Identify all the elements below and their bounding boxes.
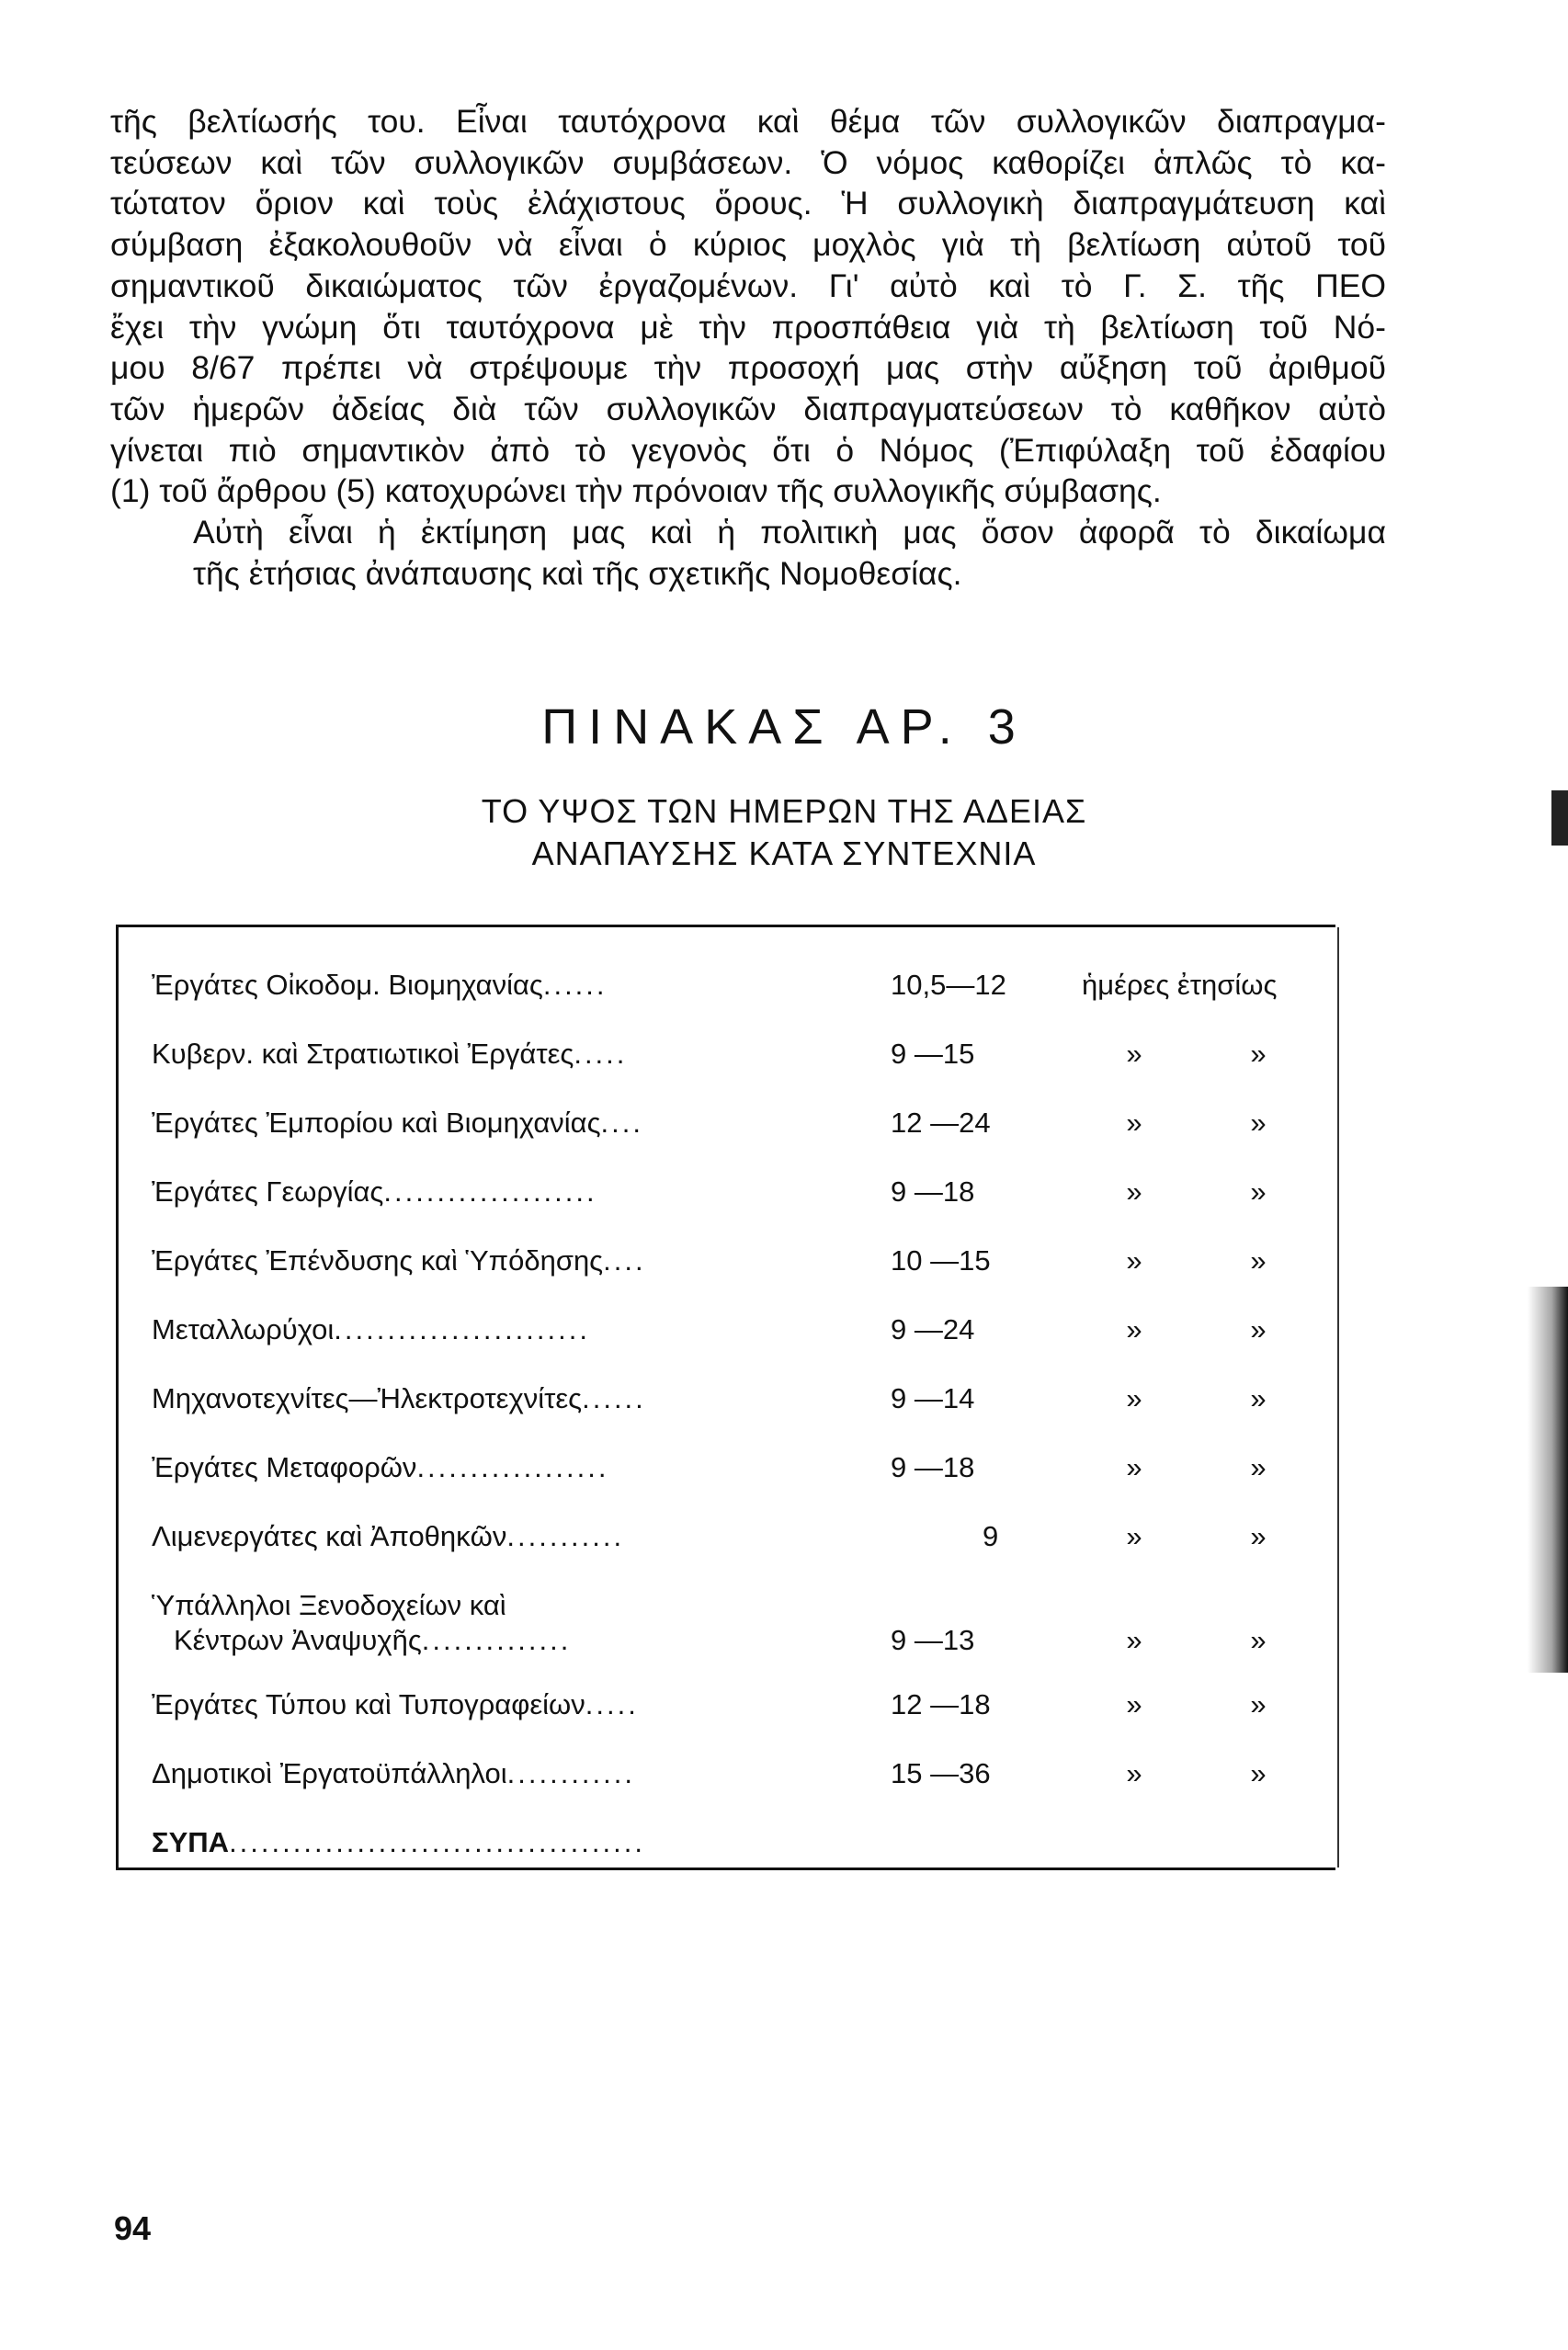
row-ditto-2: » (1250, 1520, 1267, 1552)
table-row (119, 1504, 1335, 1573)
table-row (119, 1091, 1335, 1160)
table-subtitle-line-1: ΤΟ ΥΨΟΣ ΤΩΝ ΗΜΕΡΩΝ ΤΗΣ ΑΔΕΙΑΣ (481, 792, 1087, 830)
text-line: γίνεται πιὸ σημαντικὸν ἀπὸ τὸ γεγονὸς ὅτι ὁ Νόμος (Ἐπιφύλαξη τοῦ ἐδαφίου (110, 431, 1386, 469)
table-subtitle (0, 790, 1568, 875)
row-ditto-1: » (1126, 1451, 1142, 1483)
row-label: Μηχανοτεχνίτες—Ἠλεκτροτεχνίτες...... (152, 1382, 646, 1414)
text-line: Αὐτὴ εἶναι ἡ ἐκτίμηση μας καὶ ἡ πολιτικὴ μας ὅσον ἀφορᾶ τὸ δικαίωμα (193, 514, 1386, 551)
row-ditto-1: » (1126, 1244, 1142, 1277)
text-line: σύμβαση ἐξακολουθοῦν νὰ εἶναι ὁ κύριος μοχλὸς γιὰ τὴ βελτίωση αὐτοῦ τοῦ (110, 226, 1386, 264)
table-row (119, 1673, 1335, 1742)
scan-edge-shadow (1528, 1287, 1568, 1673)
row-ditto-2: » (1250, 1107, 1267, 1139)
row-ditto-1: » (1126, 1688, 1142, 1720)
page-number: 94 (114, 2209, 152, 2247)
row-ditto-1: » (1126, 1107, 1142, 1139)
row-ditto-1: » (1126, 1313, 1142, 1345)
paragraph-1 (110, 101, 1386, 512)
row-label: Ἐργάτες Ἐπένδυσης καὶ Ὑπόδησης.... (152, 1244, 646, 1277)
row-range: 10,5—12 (891, 969, 1006, 1001)
row-ditto-2: » (1250, 1451, 1267, 1483)
row-ditto-1: » (1126, 1757, 1142, 1789)
row-ditto-2: » (1250, 1175, 1267, 1208)
row-range: 10 —15 (891, 1244, 991, 1277)
text-line: τῆς ἐτήσιας ἀνάπαυσης καὶ τῆς σχετικῆς Νομοθεσίας. (193, 554, 962, 592)
row-range: 12 —24 (891, 1107, 991, 1139)
leave-days-table (116, 925, 1335, 1870)
row-ditto-1: » (1126, 1520, 1142, 1552)
row-range: 12 —18 (891, 1688, 991, 1720)
row-ditto-2: » (1250, 1244, 1267, 1277)
row-label: Ἐργάτες Γεωργίας.................... (152, 1175, 597, 1208)
row-range: 9 —24 (891, 1313, 975, 1345)
row-label: Ἐργάτες Ἐμπορίου καὶ Βιομηχανίας.... (152, 1107, 643, 1139)
row-label: Δημοτικοὶ Ἐργατοϋπάλληλοι............ (152, 1757, 635, 1789)
text-line: τῆς βελτίωσής του. Εἶναι ταυτόχρονα καὶ θέμα τῶν συλλογικῶν διαπραγμα- (110, 103, 1386, 140)
table-row (119, 1298, 1335, 1367)
row-label: Μεταλλωρύχοι........................ (152, 1313, 590, 1345)
row-range: 9 —18 (891, 1451, 975, 1483)
text-line: μου 8/67 πρέπει νὰ στρέψουμε τὴν προσοχή μας στὴν αὔξηση τοῦ ἀριθμοῦ (110, 349, 1386, 387)
row-ditto-1: » (1126, 1038, 1142, 1070)
row-label: Ὑπάλληλοι Ξενοδοχείων καὶ Κέντρων Ἀναψυχῆς.............. (152, 1589, 572, 1656)
row-label: ΣΥΠΑ....................................... (152, 1826, 645, 1858)
row-unit: ἡμέρες ἐτησίως (1082, 969, 1278, 1001)
row-ditto-2: » (1250, 1313, 1267, 1345)
row-label: Κυβερν. καὶ Στρατιωτικοὶ Ἐργάτες..... (152, 1038, 628, 1070)
row-ditto-1: » (1126, 1624, 1142, 1656)
text-line: τεύσεων καὶ τῶν συλλογικῶν συμβάσεων. Ὁ νόμος καθορίζει ἁπλῶς τὸ κα- (110, 143, 1386, 181)
text-line: σημαντικοῦ δικαιώματος τῶν ἐργαζομένων. Γι' αὐτὸ καὶ τὸ Γ. Σ. τῆς ΠΕΟ (110, 267, 1386, 304)
text-line: τῶν ἡμερῶν ἀδείας διὰ τῶν συλλογικῶν διαπραγματεύσεων τὸ καθῆκον αὐτὸ (110, 390, 1386, 427)
row-ditto-2: » (1250, 1038, 1267, 1070)
row-range: 9 —13 (891, 1624, 975, 1656)
table-row (119, 1160, 1335, 1229)
paragraph-2 (110, 512, 1386, 594)
row-label: Ἐργάτες Μεταφορῶν.................. (152, 1451, 609, 1483)
table-row (119, 1022, 1335, 1091)
row-range: 15 —36 (891, 1757, 991, 1789)
row-ditto-1: » (1126, 1382, 1142, 1414)
row-ditto-2: » (1250, 1624, 1267, 1656)
table-row (119, 1573, 1335, 1673)
body-text (110, 101, 1386, 594)
row-range: 9 (983, 1520, 999, 1552)
table-row (119, 1811, 1335, 1879)
row-range: 9 —14 (891, 1382, 975, 1414)
scan-edge-mark (1551, 790, 1568, 846)
row-range: 9 —18 (891, 1175, 975, 1208)
table-rows (119, 953, 1335, 1879)
table-title: ΠΙΝΑΚΑΣ ΑΡ. 3 (541, 699, 1027, 755)
text-line: (1) τοῦ ἄρθρου (5) κατοχυρώνει τὴν πρόνοιαν τῆς συλλογικῆς σύμβασης. (110, 472, 1162, 510)
row-ditto-1: » (1126, 1175, 1142, 1208)
table-right-rule (1337, 927, 1339, 1868)
text-line: ἔχει τὴν γνώμη ὅτι ταυτόχρονα μὲ τὴν προσπάθεια γιὰ τὴ βελτίωση τοῦ Νό- (110, 308, 1386, 346)
row-ditto-2: » (1250, 1688, 1267, 1720)
table-row (119, 1367, 1335, 1436)
row-ditto-2: » (1250, 1757, 1267, 1789)
row-range: 9 —15 (891, 1038, 975, 1070)
table-row (119, 1229, 1335, 1298)
text-line: τώτατον ὅριον καὶ τοὺς ἐλάχιστους ὅρους. Ἡ συλλογικὴ διαπραγμάτευση καὶ (110, 185, 1386, 222)
table-row (119, 1742, 1335, 1811)
table-row (119, 1436, 1335, 1504)
row-label: Λιμενεργάτες καὶ Ἀποθηκῶν........... (152, 1520, 625, 1552)
table-row (119, 953, 1335, 1022)
row-label: Ἐργάτες Οἰκοδομ. Βιομηχανίας...... (152, 969, 608, 1001)
row-ditto-2: » (1250, 1382, 1267, 1414)
table-subtitle-line-2: ΑΝΑΠΑΥΣΗΣ ΚΑΤΑ ΣΥΝΤΕΧΝΙΑ (531, 834, 1037, 872)
row-label: Ἐργάτες Τύπου καὶ Τυπογραφείων..... (152, 1688, 639, 1720)
